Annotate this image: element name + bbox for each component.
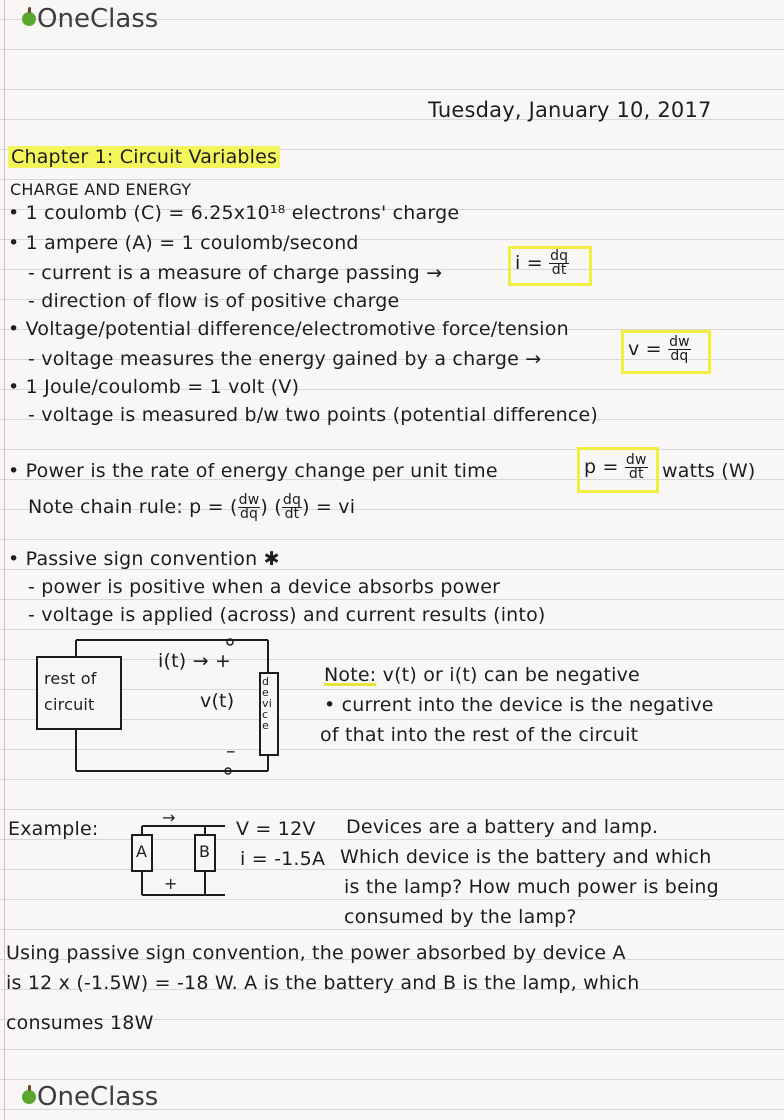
line-power: • Power is the rate of energy change per unit time bbox=[8, 460, 498, 482]
current-label: i(t) → + bbox=[158, 650, 232, 672]
note-line-1: Note: v(t) or i(t) can be negative bbox=[324, 664, 640, 686]
minus-label: – bbox=[226, 740, 236, 762]
example-question-2: Which device is the battery and which bbox=[340, 846, 712, 868]
example-arrow-icon: → bbox=[162, 808, 176, 827]
example-question-3: is the lamp? How much power is being bbox=[344, 876, 719, 898]
device-a-label: A bbox=[136, 842, 148, 861]
line-chain-rule: Note chain rule: p = ( $\frac{dw}{dq}$ ) ( $\frac{dq}{dt}$ ) = vi bbox=[28, 492, 356, 522]
brand-name: OneClass bbox=[37, 1082, 159, 1112]
brand-name: OneClass bbox=[37, 4, 159, 34]
note-line-3: of that into the rest of the circuit bbox=[320, 724, 639, 746]
line-joule: • 1 Joule/coulomb = 1 volt (V) bbox=[8, 376, 300, 398]
device-label: device bbox=[262, 675, 272, 732]
line-coulomb: • 1 coulomb (C) = 6.25x10¹⁸ electrons' charge bbox=[8, 202, 460, 224]
example-question-1: Devices are a battery and lamp. bbox=[346, 816, 659, 838]
formula-voltage: v = $\frac{dw}{dq}$ bbox=[628, 334, 690, 364]
rest-of-circuit-box bbox=[36, 656, 122, 730]
power-unit: watts (W) bbox=[662, 460, 756, 482]
line-direction: - direction of flow is of positive charge bbox=[28, 290, 400, 312]
device-box bbox=[259, 672, 279, 756]
example-label: Example: bbox=[8, 818, 99, 840]
star-icon: ✱ bbox=[263, 548, 280, 570]
date: Tuesday, January 10, 2017 bbox=[428, 98, 712, 122]
oneclass-logo-icon bbox=[22, 1090, 36, 1104]
note-line-2: • current into the device is the negative bbox=[324, 694, 714, 716]
formula-current: i = $\frac{dq}{dt}$ bbox=[515, 248, 569, 278]
voltage-label: v(t) bbox=[200, 690, 235, 712]
line-voltage-applied: - voltage is applied (across) and current results (into) bbox=[28, 604, 546, 626]
formula-power: p = $\frac{dw}{dt}$ bbox=[584, 452, 647, 482]
example-question-4: consumed by the lamp? bbox=[344, 906, 577, 928]
line-measured: - voltage is measured b/w two points (potential difference) bbox=[28, 404, 599, 426]
rest-of-circuit-label: rest of circuit bbox=[44, 669, 97, 714]
line-voltage-def: • Voltage/potential difference/electromotive force/tension bbox=[8, 318, 569, 340]
line-passive-sign: • Passive sign convention ✱ bbox=[8, 548, 280, 570]
line-current: - current is a measure of charge passing → bbox=[28, 262, 443, 284]
device-b-box bbox=[194, 834, 216, 872]
brand-footer bbox=[22, 1082, 158, 1112]
line-power-positive: - power is positive when a device absorbs power bbox=[28, 576, 501, 598]
example-current: i = -1.5A bbox=[240, 848, 326, 870]
section-heading: CHARGE AND ENERGY bbox=[10, 180, 192, 199]
answer-line-3: consumes 18W bbox=[6, 1012, 154, 1034]
line-voltage-energy: - voltage measures the energy gained by a charge → bbox=[28, 348, 542, 370]
line-ampere: • 1 ampere (A) = 1 coulomb/second bbox=[8, 232, 359, 254]
example-plus: + bbox=[164, 874, 178, 893]
device-a-box bbox=[131, 834, 153, 872]
answer-line-1: Using passive sign convention, the power absorbed by device A bbox=[6, 942, 626, 964]
example-voltage: V = 12V bbox=[236, 818, 316, 840]
answer-line-2: is 12 x (-1.5W) = -18 W. A is the battery and B is the lamp, which bbox=[6, 972, 640, 994]
device-b-label: B bbox=[199, 842, 211, 861]
chapter-title: Chapter 1: Circuit Variables bbox=[8, 146, 280, 168]
